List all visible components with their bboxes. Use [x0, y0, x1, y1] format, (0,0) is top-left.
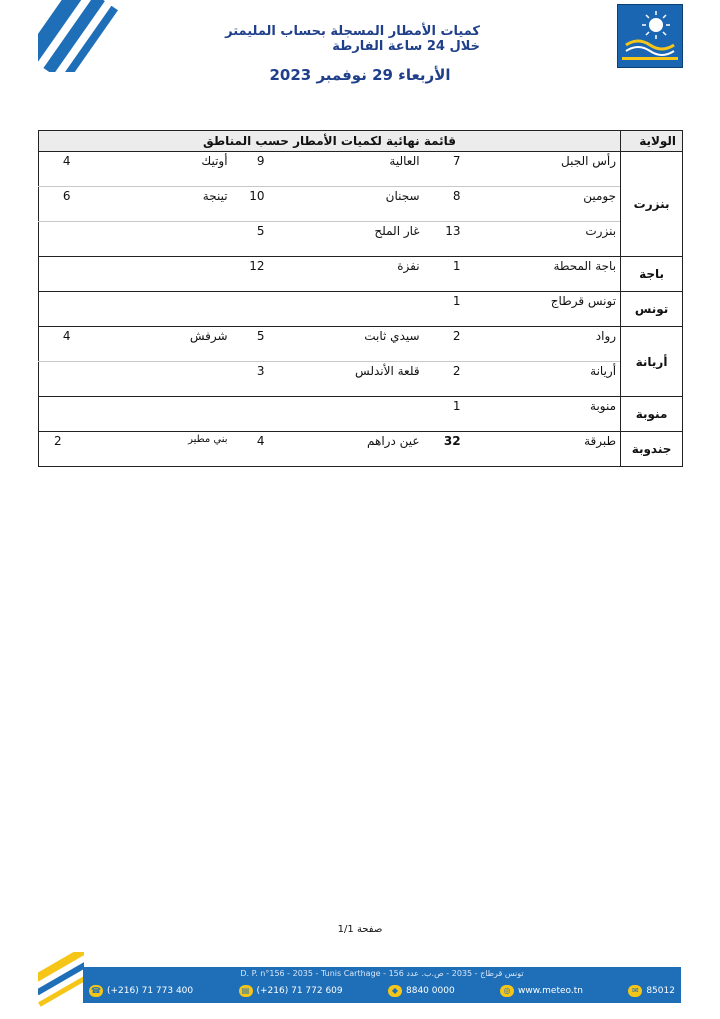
value-cell: [39, 362, 77, 397]
value-cell: 5: [232, 222, 271, 257]
value-cell: [232, 292, 271, 327]
region-cell: جومين: [467, 187, 621, 222]
region-cell: أريانة: [467, 362, 621, 397]
value-cell: 5: [232, 327, 271, 362]
table-row: [39, 397, 683, 432]
website-text[interactable]: www.meteo.tn: [518, 986, 583, 996]
table-row: [39, 362, 683, 397]
report-subtitle: خلال 24 ساعة الفارطة: [332, 39, 480, 54]
region-cell: سيدي ثابت: [271, 327, 424, 362]
value-cell: 10: [232, 187, 271, 222]
value-cell: [39, 257, 77, 292]
region-cell: [271, 292, 424, 327]
region-cell: أوتيك: [77, 152, 232, 187]
table-row: [39, 187, 683, 222]
governorate-cell: جندوبة: [621, 432, 683, 467]
value-cell: [39, 222, 77, 257]
region-cell: رواد: [467, 327, 621, 362]
region-cell: باجة المحطة: [467, 257, 621, 292]
value-cell: 12: [232, 257, 271, 292]
region-cell: [77, 222, 232, 257]
code-text: 85012: [646, 986, 675, 996]
region-cell: سجنان: [271, 187, 424, 222]
value-cell: 13: [424, 222, 467, 257]
page-number: صفحة 1/1: [337, 924, 383, 935]
value-cell: 1: [424, 292, 467, 327]
hotline-icon: ◆: [388, 985, 402, 997]
region-cell: قلعة الأندلس: [271, 362, 424, 397]
phone-icon: ☎: [89, 985, 103, 997]
meteo-institute-logo: [617, 4, 683, 68]
contact-phone2: [239, 985, 343, 997]
value-cell: [39, 292, 77, 327]
value-cell: 7: [424, 152, 467, 187]
table-header-row: [39, 131, 683, 152]
table-row: [39, 292, 683, 327]
region-cell: بني مطير: [77, 432, 232, 467]
value-cell: 4: [39, 327, 77, 362]
mailbox-icon: ✉: [628, 985, 642, 997]
contact-code: [628, 985, 675, 997]
logo-stripes-icon: [38, 0, 118, 72]
header-list: قائمة نهائية لكميات الأمطار حسب المناطق: [39, 131, 621, 152]
value-cell: 1: [424, 397, 467, 432]
report-title: كميات الأمطار المسجلة بحساب المليمتر: [225, 24, 480, 39]
region-cell: [77, 292, 232, 327]
value-cell: [39, 397, 77, 432]
report-date: الأربعاء 29 نوفمبر 2023: [269, 66, 451, 84]
value-cell: 1: [424, 257, 467, 292]
governorate-cell: تونس: [621, 292, 683, 327]
region-cell: تينجة: [77, 187, 232, 222]
governorate-cell: بنزرت: [621, 152, 683, 257]
phone2-text: (+216) 71 772 609: [256, 986, 343, 996]
sun-wave-icon: [618, 5, 682, 67]
footer-stripes-icon: [38, 952, 84, 1008]
region-cell: رأس الجبل: [467, 152, 621, 187]
value-cell: 2: [424, 327, 467, 362]
region-cell: شرفش: [77, 327, 232, 362]
value-cell: 6: [39, 187, 77, 222]
value-cell: 2: [39, 432, 77, 467]
region-cell: تونس قرطاج: [467, 292, 621, 327]
contact-website[interactable]: [500, 985, 583, 997]
contact-phone3: [388, 985, 455, 997]
table-row: [39, 327, 683, 362]
region-cell: طبرقة: [467, 432, 621, 467]
value-cell: [232, 397, 271, 432]
phone1-text: (+216) 71 773 400: [107, 986, 194, 996]
value-cell: 2: [424, 362, 467, 397]
phone3-text: 8840 0000: [406, 986, 455, 996]
fax-icon: ▤: [239, 985, 253, 997]
globe-icon: ◎: [500, 985, 514, 997]
region-cell: غار الملح: [271, 222, 424, 257]
region-cell: العالية: [271, 152, 424, 187]
rainfall-table: [38, 130, 683, 467]
table-row: [39, 257, 683, 292]
governorate-cell: أريانة: [621, 327, 683, 397]
region-cell: منوبة: [467, 397, 621, 432]
value-cell: 32: [424, 432, 467, 467]
value-cell: 3: [232, 362, 271, 397]
region-cell: نفزة: [271, 257, 424, 292]
footer-address: D. P. n°156 - 2035 - Tunis Carthage - تونس قرطاج - 2035 - ص.ب. عدد 156: [240, 969, 524, 978]
value-cell: 9: [232, 152, 271, 187]
region-cell: [77, 257, 232, 292]
value-cell: 4: [39, 152, 77, 187]
table-row: [39, 432, 683, 467]
footer-bar: [83, 967, 681, 1003]
footer-contacts: [89, 983, 675, 999]
value-cell: 8: [424, 187, 467, 222]
header-wilaya: الولاية: [621, 131, 683, 152]
governorate-cell: باجة: [621, 257, 683, 292]
region-cell: [77, 397, 232, 432]
region-cell: عين دراهم: [271, 432, 424, 467]
table-row: [39, 152, 683, 187]
region-cell: [271, 397, 424, 432]
table-row: [39, 222, 683, 257]
region-cell: [77, 362, 232, 397]
region-cell: بنزرت: [467, 222, 621, 257]
contact-phone1: [89, 985, 193, 997]
governorate-cell: منوبة: [621, 397, 683, 432]
value-cell: 4: [232, 432, 271, 467]
